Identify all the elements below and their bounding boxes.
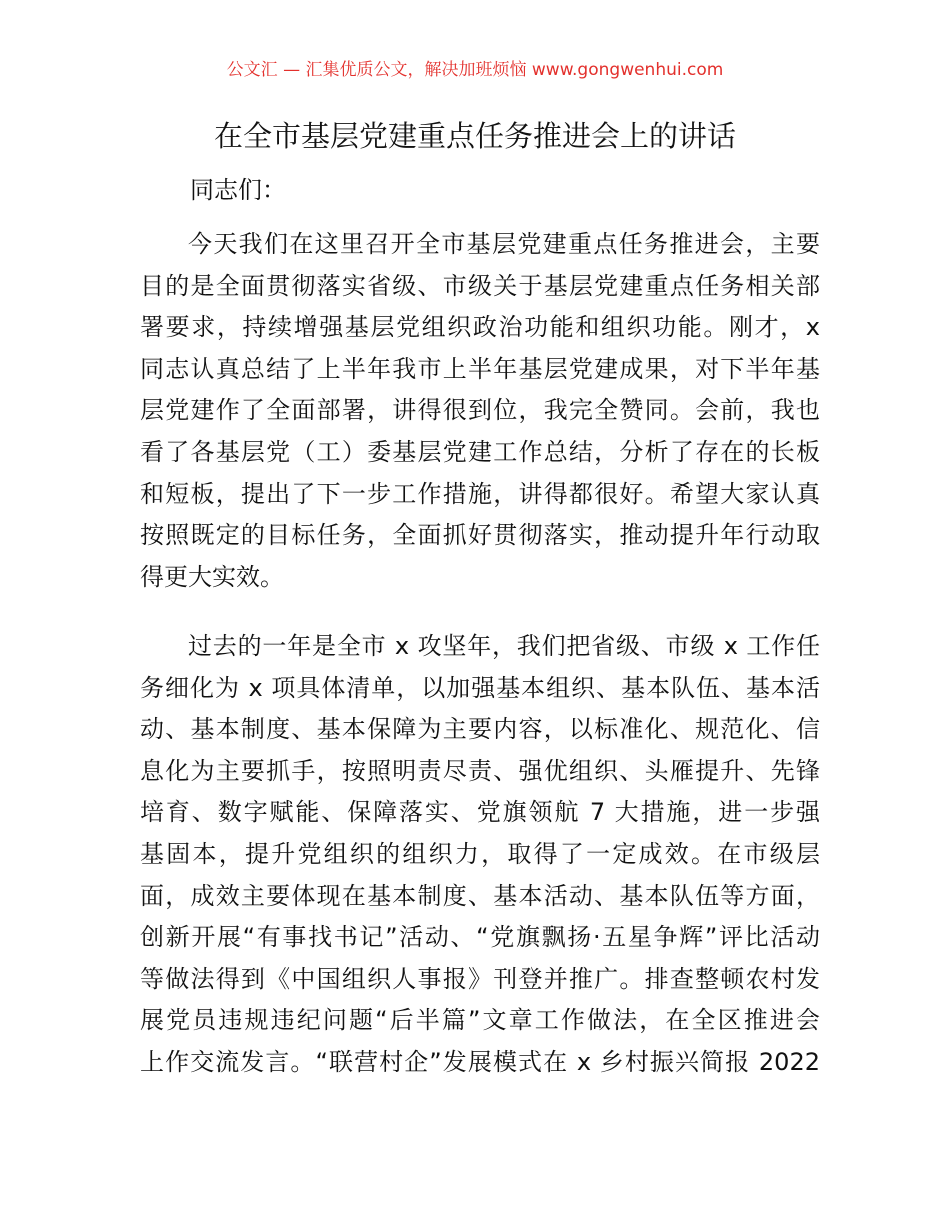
- paragraph-line: 层党建作了全面部署，讲得很到位，我完全赞同。会前，我也: [140, 396, 820, 425]
- paragraph-line: 上作交流发言。“联营村企”发展模式在 x 乡村振兴简报 2022: [140, 1047, 820, 1076]
- paragraph-line: 创新开展“有事找书记”活动、“党旗飘扬·五星争辉”评比活动: [140, 923, 820, 952]
- document-title: 在全市基层党建重点任务推进会上的讲话: [213, 119, 736, 153]
- paragraph-line: 动、基本制度、基本保障为主要内容，以标准化、规范化、信: [140, 715, 820, 744]
- paragraph-line: 基固本，提升党组织的组织力，取得了一定成效。在市级层: [140, 839, 820, 868]
- paragraph-line: 培育、数字赋能、保障落实、党旗领航 7 大措施，进一步强: [140, 798, 820, 827]
- paragraph-line: 今天我们在这里召开全市基层党建重点任务推进会，主要: [188, 230, 820, 258]
- paragraph-line: 看了各基层党（工）委基层党建工作总结，分析了存在的长板: [140, 437, 820, 466]
- paragraph-line: 按照既定的目标任务，全面抓好贯彻落实，推动提升年行动取: [140, 521, 820, 550]
- paragraph-line: 过去的一年是全市 x 攻坚年，我们把省级、市级 x 工作任: [188, 632, 820, 660]
- paragraph-line: 署要求，持续增强基层党组织政治功能和组织功能。刚才，x: [140, 313, 820, 342]
- paragraph-line: 和短板，提出了下一步工作措施，讲得都很好。希望大家认真: [140, 479, 820, 508]
- paragraph-1: [140, 224, 820, 598]
- salutation: 同志们：: [190, 176, 286, 204]
- site-header-banner: [0, 58, 950, 82]
- site-header-text: 公文汇 — 汇集优质公文，解决加班烦恼 www.gongwenhui.com: [226, 60, 724, 80]
- paragraph-2: [140, 626, 820, 1084]
- paragraph-line: 面，成效主要体现在基本制度、基本活动、基本队伍等方面，: [140, 881, 820, 910]
- paragraph-line: 息化为主要抓手，按照明责尽责、强优组织、头雁提升、先锋: [140, 756, 820, 785]
- paragraph-line: 目的是全面贯彻落实省级、市级关于基层党建重点任务相关部: [140, 271, 820, 300]
- paragraph-line: 等做法得到《中国组织人事报》刊登并推广。排查整顿农村发: [140, 964, 820, 993]
- paragraph-line: 得更大实效。: [140, 562, 284, 591]
- paragraph-line: 展党员违规违纪问题“后半篇”文章工作做法，在全区推进会: [140, 1006, 820, 1035]
- paragraph-line: 务细化为 x 项具体清单，以加强基本组织、基本队伍、基本活: [140, 673, 820, 702]
- paragraph-line: 同志认真总结了上半年我市上半年基层党建成果，对下半年基: [140, 354, 820, 383]
